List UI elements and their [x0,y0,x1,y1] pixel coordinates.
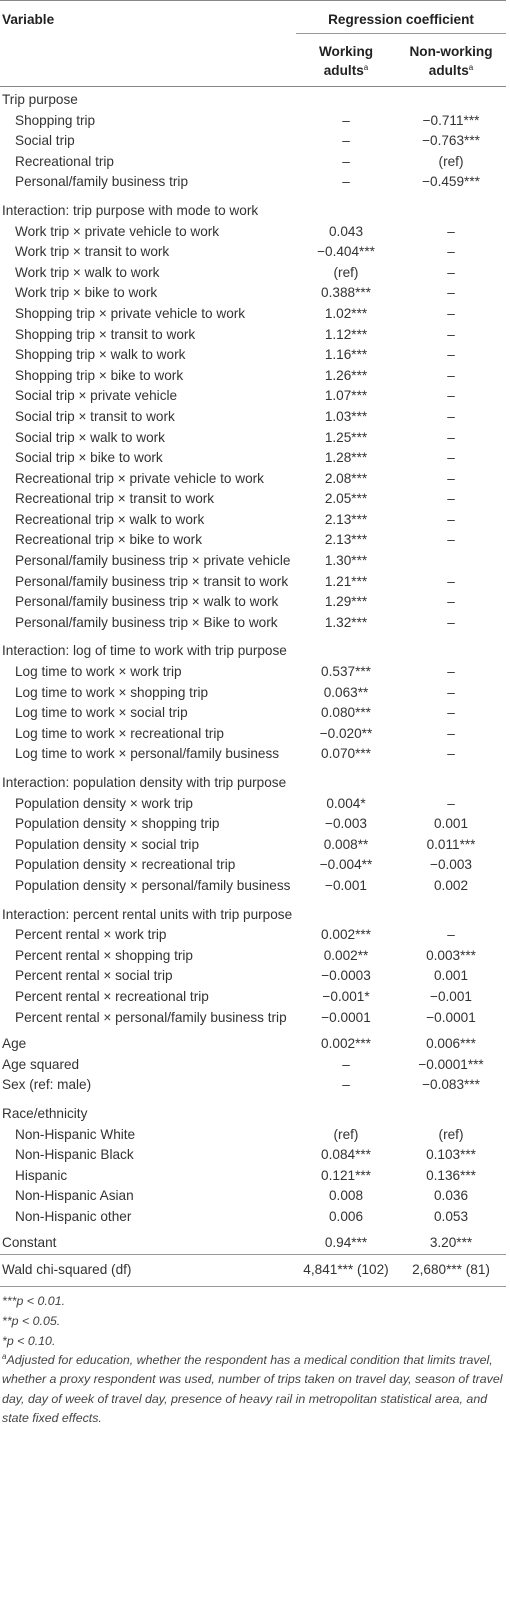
wald-nonworking: 2,680*** (81) [396,1255,506,1287]
working-coef: 0.084*** [321,1147,371,1163]
row-label: Recreational trip × bike to work [15,532,203,548]
nonworking-coef: – [447,429,455,445]
table-row [0,662,506,683]
row-label: Social trip × transit to work [15,408,175,424]
working-coef: 1.16*** [324,347,368,363]
table-row [0,814,506,835]
nonworking-coef [396,87,506,111]
nonworking-coef: 0.001 [433,968,469,984]
working-coef: 1.02*** [324,305,368,321]
table-row [0,946,506,967]
working-coef [296,1096,396,1125]
nonworking-coef: – [447,450,455,466]
nonworking-coef: – [447,264,455,280]
table-row [0,263,506,284]
working-coef: 0.008 [328,1188,364,1204]
nonworking-coef: 0.103*** [426,1147,476,1163]
row-label: Population density × social trip [15,836,200,852]
nonworking-coef [396,897,506,926]
nonworking-coef: – [447,511,455,527]
row-label: Recreational trip × private vehicle to work [15,470,264,486]
working-adults-header: Working adults$^a$ [318,44,374,78]
non-working-adults-header: Non-working adults$^a$ [409,44,493,78]
table-row [0,530,506,551]
working-coef: (ref) [333,1126,359,1142]
nonworking-coef: 0.036 [433,1188,469,1204]
row-label: Social trip × private vehicle [15,388,178,404]
section-row [0,765,506,794]
working-coef: 1.21*** [324,573,368,589]
row-label: Sex (ref: male) [2,1077,92,1093]
working-coef: −0.0001 [321,1009,371,1025]
table-notes [0,1287,510,1429]
nonworking-coef: – [447,664,455,680]
table-row [0,876,506,897]
table-row [0,572,506,593]
row-label: Shopping trip × bike to work [15,367,184,383]
working-coef: 0.004* [326,795,366,811]
working-coef: – [342,153,350,169]
table-row [0,1227,506,1254]
row-label: Age [2,1036,27,1052]
row-label: Recreational trip [15,153,114,169]
working-coef: – [342,174,350,190]
table-row [0,407,506,428]
row-label: Shopping trip × private vehicle to work [15,305,246,321]
working-coef: 1.25*** [324,429,368,445]
nonworking-coef: 0.002 [433,877,469,893]
row-label: Recreational trip × transit to work [15,491,215,507]
row-label: Age squared [2,1056,80,1072]
working-coef: −0.001 [325,877,367,893]
row-label: Log time to work × social trip [15,705,188,721]
row-label: Social trip × bike to work [15,450,163,466]
nonworking-coef: – [447,746,455,762]
regression-coefficient-header: Regression coefficient [296,1,506,34]
row-label: Personal/family business trip × walk to work [15,594,279,610]
nonworking-coef: – [447,532,455,548]
row-label: Log time to work × personal/family business [15,746,280,762]
table-row [0,1145,506,1166]
table-row [0,966,506,987]
nonworking-coef: – [447,705,455,721]
row-label: Non-Hispanic Asian [15,1188,134,1204]
table-row [0,592,506,613]
row-label: Percent rental × shopping trip [15,947,193,963]
nonworking-coef: – [447,223,455,239]
table-row [0,304,506,325]
wald-row [0,1255,506,1287]
nonworking-coef: – [447,347,455,363]
table-row [0,242,506,263]
table-row [0,386,506,407]
nonworking-coef: – [447,244,455,260]
nonworking-coef: – [447,285,455,301]
working-coef: 0.080*** [321,705,371,721]
note-p010: *p < 0.10. [2,1333,56,1348]
nonworking-coef: −0.763*** [422,133,480,149]
table-row [0,1008,506,1029]
row-label: Population density × shopping trip [15,816,220,832]
nonworking-coef: (ref) [438,153,464,169]
nonworking-coef [396,633,506,662]
table-row [0,510,506,531]
working-coef: 0.002** [323,947,369,963]
row-label: Non-Hispanic White [15,1126,136,1142]
working-coef: 0.008** [323,836,369,852]
working-coef [296,765,396,794]
row-label: Log time to work × recreational trip [15,725,224,741]
section-row [0,87,506,111]
row-label: Non-Hispanic other [15,1208,132,1224]
nonworking-coef: – [447,305,455,321]
working-coef: 0.043 [328,223,364,239]
nonworking-coef: 0.001 [433,816,469,832]
table-row [0,325,506,346]
working-coef: 0.063** [323,684,369,700]
nonworking-coef: 0.011*** [426,836,476,852]
section-label: Interaction: population density with trip purpose [2,775,287,790]
table-row [0,744,506,765]
table-row [0,1207,506,1228]
section-label: Interaction: trip purpose with mode to work [2,202,259,218]
nonworking-coef: – [447,470,455,486]
row-label: Log time to work × work trip [15,664,182,680]
nonworking-coef: – [447,573,455,589]
row-label: Hispanic [15,1167,68,1183]
working-coef: 0.94*** [324,1235,368,1251]
row-label: Population density × work trip [15,795,193,811]
working-coef: – [342,133,350,149]
nonworking-coef: – [447,491,455,507]
row-label: Social trip × walk to work [15,429,165,445]
nonworking-coef: −0.083*** [422,1077,480,1093]
working-coef: 1.30*** [324,553,368,569]
nonworking-coef: −0.0001 [426,1009,476,1025]
table-row [0,111,506,132]
working-coef: 0.070*** [321,746,371,762]
section-row [0,633,506,662]
table-row [0,283,506,304]
table-body [0,87,506,1287]
table-row [0,724,506,745]
row-label: Work trip × private vehicle to work [15,223,220,239]
row-label: Log time to work × shopping trip [15,684,209,700]
section-label: Interaction: percent rental units with trip purpose [2,906,293,922]
working-coef: 2.05*** [324,491,368,507]
nonworking-coef: – [447,684,455,700]
table-header [0,1,506,87]
working-coef: 1.28*** [324,450,368,466]
nonworking-coef: – [447,408,455,424]
working-coef: −0.004** [319,857,373,873]
row-label: Population density × personal/family business [15,877,291,893]
row-label: Social trip [15,133,75,149]
note-p005: **p < 0.05. [2,1313,61,1328]
row-label: Non-Hispanic Black [15,1147,134,1163]
section-row [0,193,506,222]
nonworking-coef: 0.006*** [426,1036,476,1052]
working-coef: – [342,1077,350,1093]
note-p001: ***p < 0.01. [2,1293,66,1308]
row-label: Personal/family business trip × private vehicle [15,553,291,569]
wald-label: Wald chi-squared (df) [0,1255,296,1287]
table-row [0,1075,506,1096]
table-row [0,469,506,490]
working-coef: – [342,112,350,128]
nonworking-coef: – [447,614,455,630]
row-label: Shopping trip × walk to work [15,347,186,363]
working-coef: 2.13*** [324,532,368,548]
row-label: Percent rental × recreational trip [15,988,209,1004]
table-row [0,855,506,876]
nonworking-coef: – [447,927,455,943]
section-label: Trip purpose [2,92,78,107]
section-row [0,1096,506,1125]
section-row [0,897,506,926]
nonworking-coef: – [447,795,455,811]
working-coef: 1.29*** [324,594,368,610]
nonworking-coef: −0.711*** [422,112,480,128]
working-coef: 2.08*** [324,470,368,486]
table-row [0,448,506,469]
working-coef: −0.0003 [321,968,371,984]
nonworking-coef: −0.003 [430,857,472,873]
row-label: Percent rental × social trip [15,968,173,984]
working-coef: 0.537*** [321,664,371,680]
table-row [0,551,506,572]
table-row [0,1028,506,1055]
table-row [0,1166,506,1187]
row-label: Personal/family business trip × transit to work [15,573,289,589]
nonworking-coef: – [447,326,455,342]
working-coef: 0.002*** [321,927,371,943]
nonworking-coef: −0.459*** [422,174,480,190]
row-label: Percent rental × personal/family business trip [15,1009,287,1025]
table-row [0,925,506,946]
nonworking-coef: – [447,388,455,404]
nonworking-coef: −0.001 [430,988,472,1004]
table-row [0,613,506,634]
section-label: Race/ethnicity [2,1105,88,1121]
working-coef: 1.03*** [324,408,368,424]
row-label: Shopping trip [15,112,96,128]
table-row [0,987,506,1008]
nonworking-coef: – [447,725,455,741]
working-coef: 1.26*** [324,367,368,383]
table-row [0,366,506,387]
row-label: Shopping trip × transit to work [15,326,196,342]
nonworking-coef: 0.053 [433,1208,469,1224]
nonworking-coef: 0.003*** [426,947,476,963]
nonworking-coef: −0.0001*** [418,1056,484,1072]
table-row [0,152,506,173]
table-row [0,1055,506,1076]
table-row [0,703,506,724]
wald-working: 4,841*** (102) [296,1255,396,1287]
row-label: Work trip × transit to work [15,244,170,260]
working-coef: −0.020** [319,725,373,741]
nonworking-coef [396,193,506,222]
working-coef: 1.32*** [324,614,368,630]
nonworking-coef: – [447,594,455,610]
working-coef: −0.404*** [317,244,375,260]
working-coef: 0.002*** [321,1036,371,1052]
row-label: Work trip × walk to work [15,264,160,280]
working-coef: −0.001* [322,988,370,1004]
row-label: Percent rental × work trip [15,927,167,943]
row-label: Work trip × bike to work [15,285,158,301]
nonworking-coef: 3.20*** [429,1235,473,1251]
table-row [0,345,506,366]
variable-header: Variable [2,12,55,27]
row-label: Personal/family business trip × Bike to work [15,614,278,630]
working-coef: 0.388*** [321,285,371,301]
footnote-adjustment: $^a$Adjusted for education, whether the respondent has a medical condition that limits travel, whether a proxy respondent was used, number of trips taken on travel day, season of travel day, day of week of travel day, presence of heavy rail in metropolitan statistical area, and state fixed effects. [2,1351,503,1426]
working-coef: 2.13*** [324,511,368,527]
table-row [0,1186,506,1207]
nonworking-coef: – [447,367,455,383]
nonworking-coef: 0.136*** [426,1167,476,1183]
table-row [0,1125,506,1146]
table-row [0,683,506,704]
nonworking-coef [396,765,506,794]
working-coef: 1.07*** [324,388,368,404]
row-label: Population density × recreational trip [15,857,236,873]
working-coef: (ref) [333,264,359,280]
row-label: Personal/family business trip [15,174,189,190]
row-label: Constant [2,1235,57,1251]
working-coef [296,87,396,111]
row-label: Recreational trip × walk to work [15,511,205,527]
table-row [0,131,506,152]
nonworking-coef [396,551,506,572]
table-row [0,835,506,856]
section-label: Interaction: log of time to work with trip purpose [2,643,287,659]
nonworking-coef: (ref) [438,1126,464,1142]
working-coef: – [342,1056,350,1072]
working-coef: 0.006 [328,1208,364,1224]
table-row [0,794,506,815]
table-row [0,428,506,449]
table-row [0,222,506,243]
nonworking-coef [396,1096,506,1125]
working-coef: 0.121*** [321,1167,371,1183]
working-coef [296,897,396,926]
working-coef: 1.12*** [324,326,368,342]
table-row [0,172,506,193]
table-row [0,489,506,510]
working-coef [296,193,396,222]
working-coef [296,633,396,662]
working-coef: −0.003 [325,816,367,832]
